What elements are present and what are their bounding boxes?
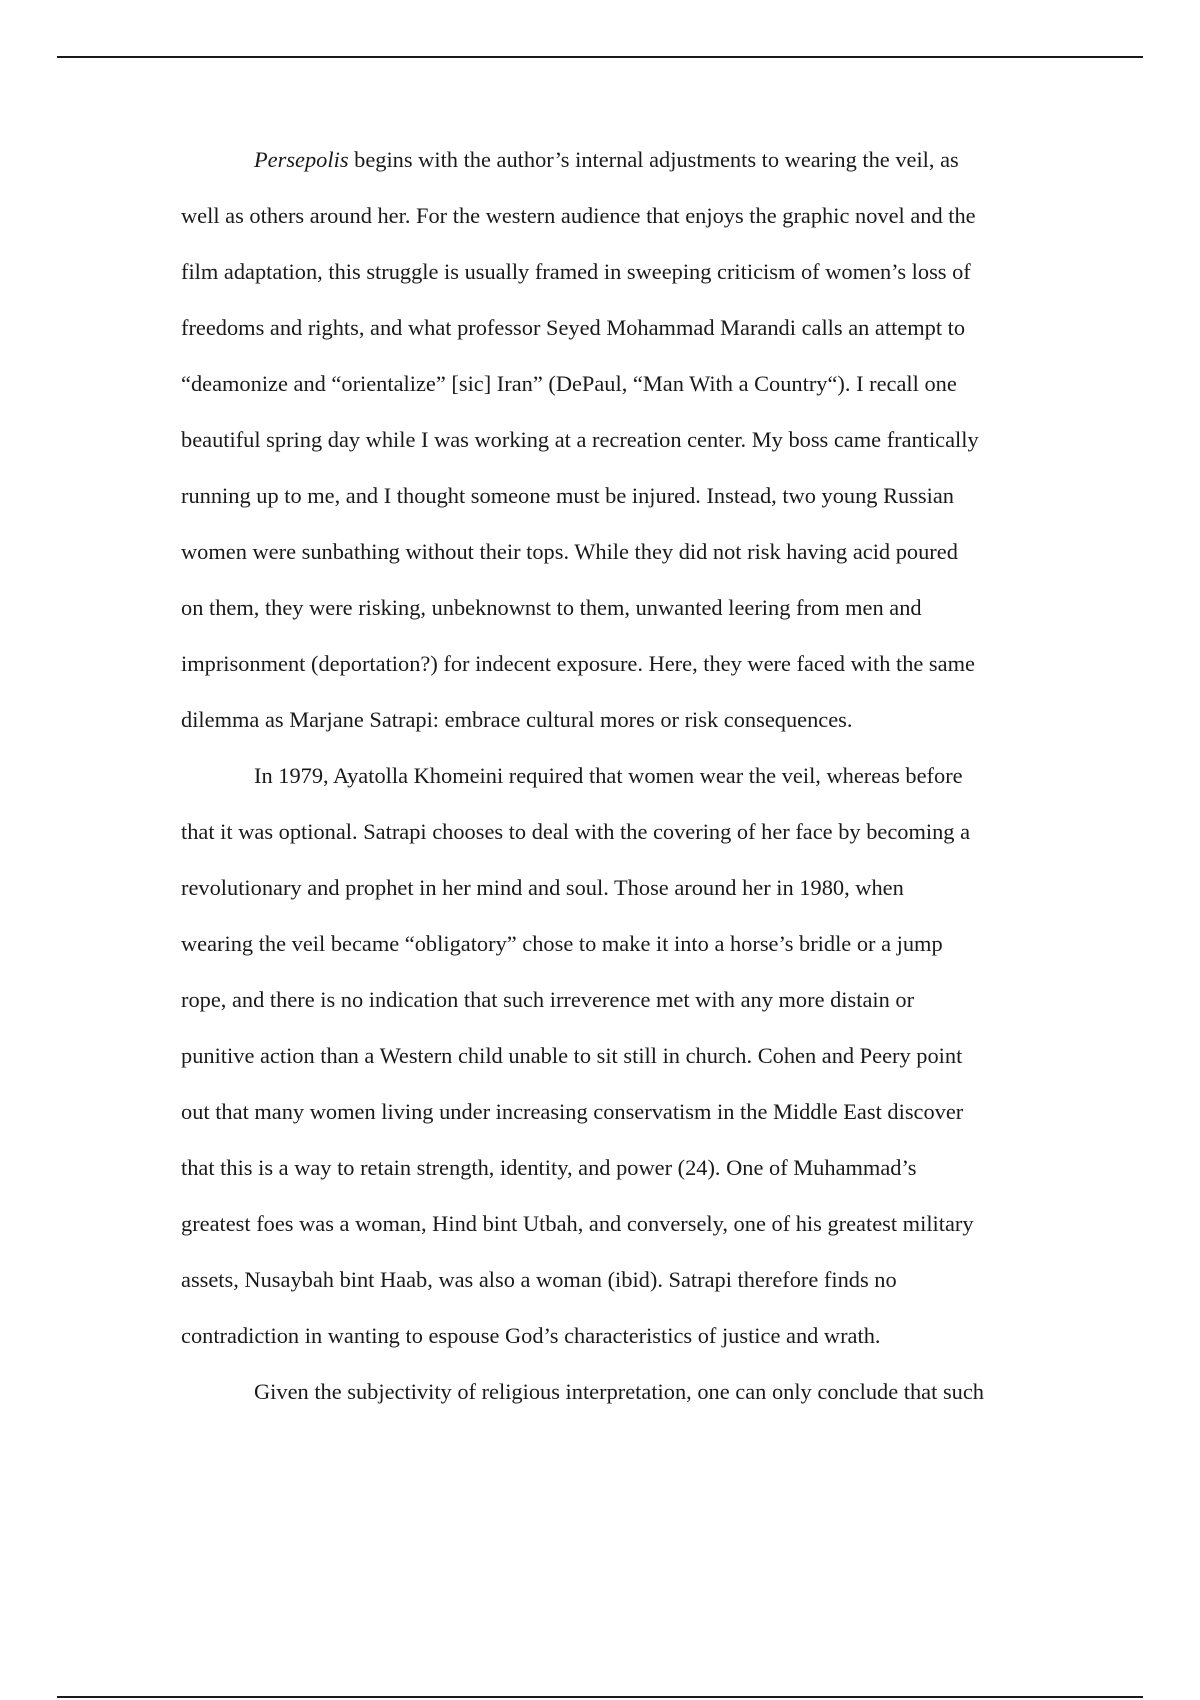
book-title: Persepolis (254, 147, 349, 172)
text-line: out that many women living under increasing conservatism in the Middle East discover (181, 1099, 964, 1124)
text-line: assets, Nusaybah bint Haab, was also a woman (ibid). Satrapi therefore finds no (181, 1267, 897, 1292)
header-rule (57, 56, 1143, 58)
text-line: dilemma as Marjane Satrapi: embrace cultural mores or risk consequences. (181, 707, 853, 732)
text-line: that this is a way to retain strength, identity, and power (24). One of Muhammad’s (181, 1155, 917, 1180)
text-line: punitive action than a Western child unable to sit still in church. Cohen and Peery point (181, 1043, 963, 1068)
text-line: rope, and there is no indication that such irreverence met with any more distain or (181, 987, 915, 1012)
text-line: that it was optional. Satrapi chooses to deal with the covering of her face by becoming a (181, 819, 971, 844)
text-line: greatest foes was a woman, Hind bint Utbah, and conversely, one of his greatest military (181, 1211, 974, 1236)
text-line: well as others around her. For the western audience that enjoys the graphic novel and the (181, 203, 976, 228)
text-line: “deamonize and “orientalize” [sic] Iran” (DePaul, “Man With a Country“). I recall one (181, 371, 957, 396)
text-line: In 1979, Ayatolla Khomeini required that women wear the veil, whereas before (254, 763, 963, 788)
text-line-content: begins with the author’s internal adjustments to wearing the veil, as (348, 147, 959, 172)
text-line: on them, they were risking, unbeknownst to them, unwanted leering from men and (181, 595, 922, 620)
text-line: revolutionary and prophet in her mind and soul. Those around her in 1980, when (181, 875, 904, 900)
text-line: women were sunbathing without their tops. While they did not risk having acid poured (181, 539, 958, 564)
text-line: Given the subjectivity of religious interpretation, one can only conclude that such (254, 1379, 984, 1404)
text-line: imprisonment (deportation?) for indecent exposure. Here, they were faced with the same (181, 651, 975, 676)
text-line (181, 132, 1051, 188)
footer-rule (57, 1696, 1143, 1698)
text-line: contradiction in wanting to espouse God’s characteristics of justice and wrath. (181, 1323, 881, 1348)
text-line: running up to me, and I thought someone must be injured. Instead, two young Russian (181, 483, 955, 508)
text-line: wearing the veil became “obligatory” chose to make it into a horse’s bridle or a jump (181, 931, 943, 956)
body-text (181, 132, 1051, 1420)
text-line: beautiful spring day while I was working at a recreation center. My boss came frantically (181, 427, 979, 452)
text-line: film adaptation, this struggle is usually framed in sweeping criticism of women’s loss of (181, 259, 971, 284)
text-line: freedoms and rights, and what professor Seyed Mohammad Marandi calls an attempt to (181, 315, 966, 340)
